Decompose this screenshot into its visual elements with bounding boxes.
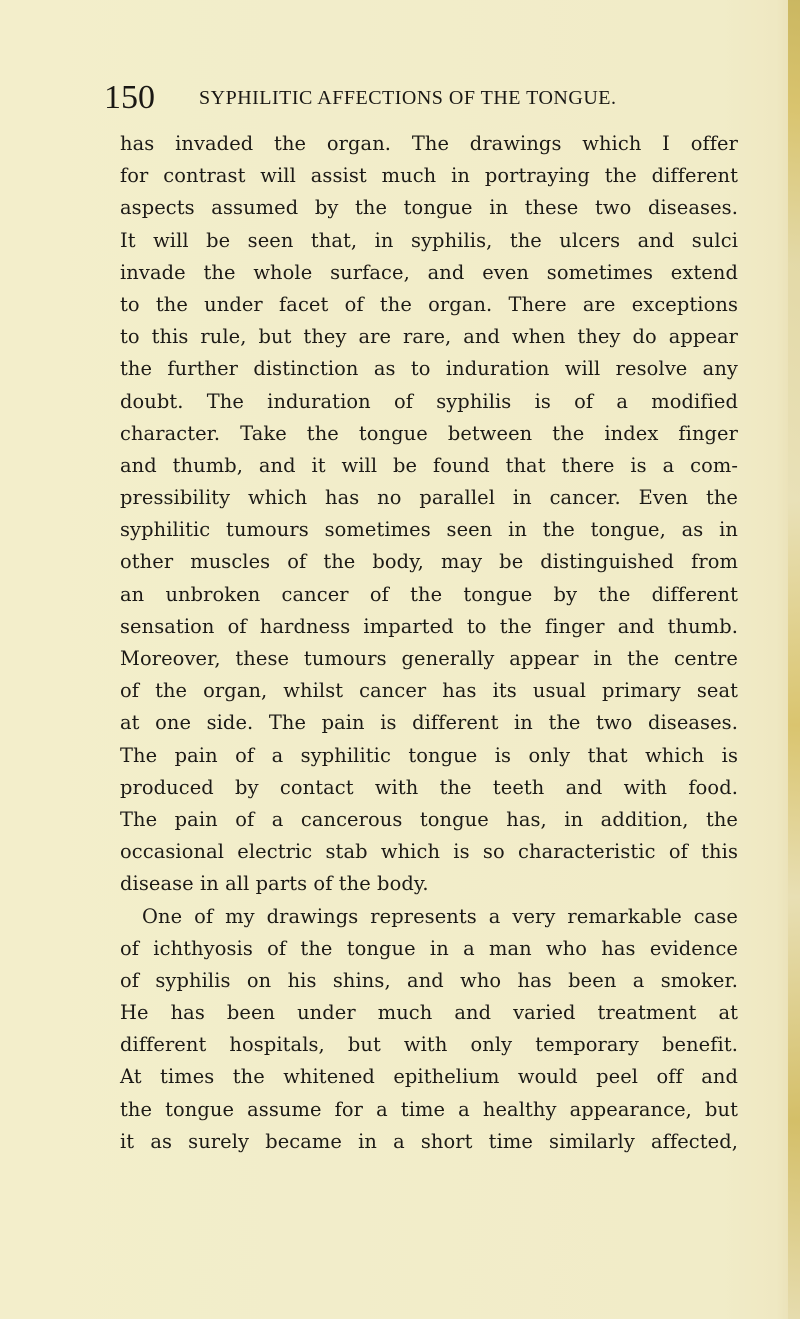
text-line: it as surely became in a short time similarly affected, <box>120 1129 738 1153</box>
text-line: He has been under much and varied treatment at <box>120 1001 738 1025</box>
text-line: occasional electric stab which is so characteristic of this <box>120 840 738 864</box>
paragraph-start-line: One of my drawings represents a very remarkable case <box>142 904 738 928</box>
text-line: to the under facet of the organ. There are exceptions <box>120 292 738 316</box>
running-title: SYPHILITIC AFFECTIONS OF THE TONGUE. <box>199 87 617 109</box>
text-line: pressibility which has no parallel in cancer. Even the <box>120 486 738 510</box>
text-line: an unbroken cancer of the tongue by the different <box>120 582 738 606</box>
text-line: the further distinction as to induration will resolve any <box>120 357 738 381</box>
text-line: At times the whitened epithelium would peel off and <box>120 1065 738 1089</box>
page-edge <box>788 0 800 1319</box>
paragraph-end-line: disease in all parts of the body. <box>120 872 429 896</box>
text-line: Moreover, these tumours generally appear in the centre <box>120 647 738 670</box>
page-header <box>104 78 744 118</box>
text-line: invade the whole surface, and even sometimes extend <box>120 260 738 284</box>
text-line: of ichthyosis of the tongue in a man who has evidence <box>120 936 738 960</box>
text-line: different hospitals, but with only temporary benefit. <box>120 1033 738 1057</box>
text-line: of the organ, whilst cancer has its usual primary seat <box>120 679 738 703</box>
body-text <box>120 128 738 1248</box>
text-line: other muscles of the body, may be distinguished from <box>120 550 738 574</box>
text-line: produced by contact with the teeth and with food. <box>120 775 738 799</box>
text-line: The pain of a syphilitic tongue is only that which is <box>120 743 738 767</box>
text-line: syphilitic tumours sometimes seen in the tongue, as in <box>120 518 738 542</box>
text-line: It will be seen that, in syphilis, the ulcers and sulci <box>120 228 738 252</box>
text-line: sensation of hardness imparted to the finger and thumb. <box>120 614 738 638</box>
text-line: character. Take the tongue between the index finger <box>120 421 738 445</box>
text-line: The pain of a cancerous tongue has, in addition, the <box>120 807 738 831</box>
text-line: for contrast will assist much in portraying the different <box>120 164 738 188</box>
text-line: at one side. The pain is different in the two diseases. <box>120 711 738 735</box>
text-line: the tongue assume for a time a healthy appearance, but <box>120 1097 738 1121</box>
text-line: aspects assumed by the tongue in these two diseases. <box>120 196 738 220</box>
page-number: 150 <box>104 79 155 116</box>
text-line: to this rule, but they are rare, and when they do appear <box>120 325 738 349</box>
text-line: has invaded the organ. The drawings which I offer <box>120 132 738 155</box>
text-line: doubt. The induration of syphilis is of a modified <box>120 389 738 413</box>
text-line: of syphilis on his shins, and who has been a smoker. <box>120 968 738 992</box>
text-line: and thumb, and it will be found that there is a com- <box>120 453 738 477</box>
